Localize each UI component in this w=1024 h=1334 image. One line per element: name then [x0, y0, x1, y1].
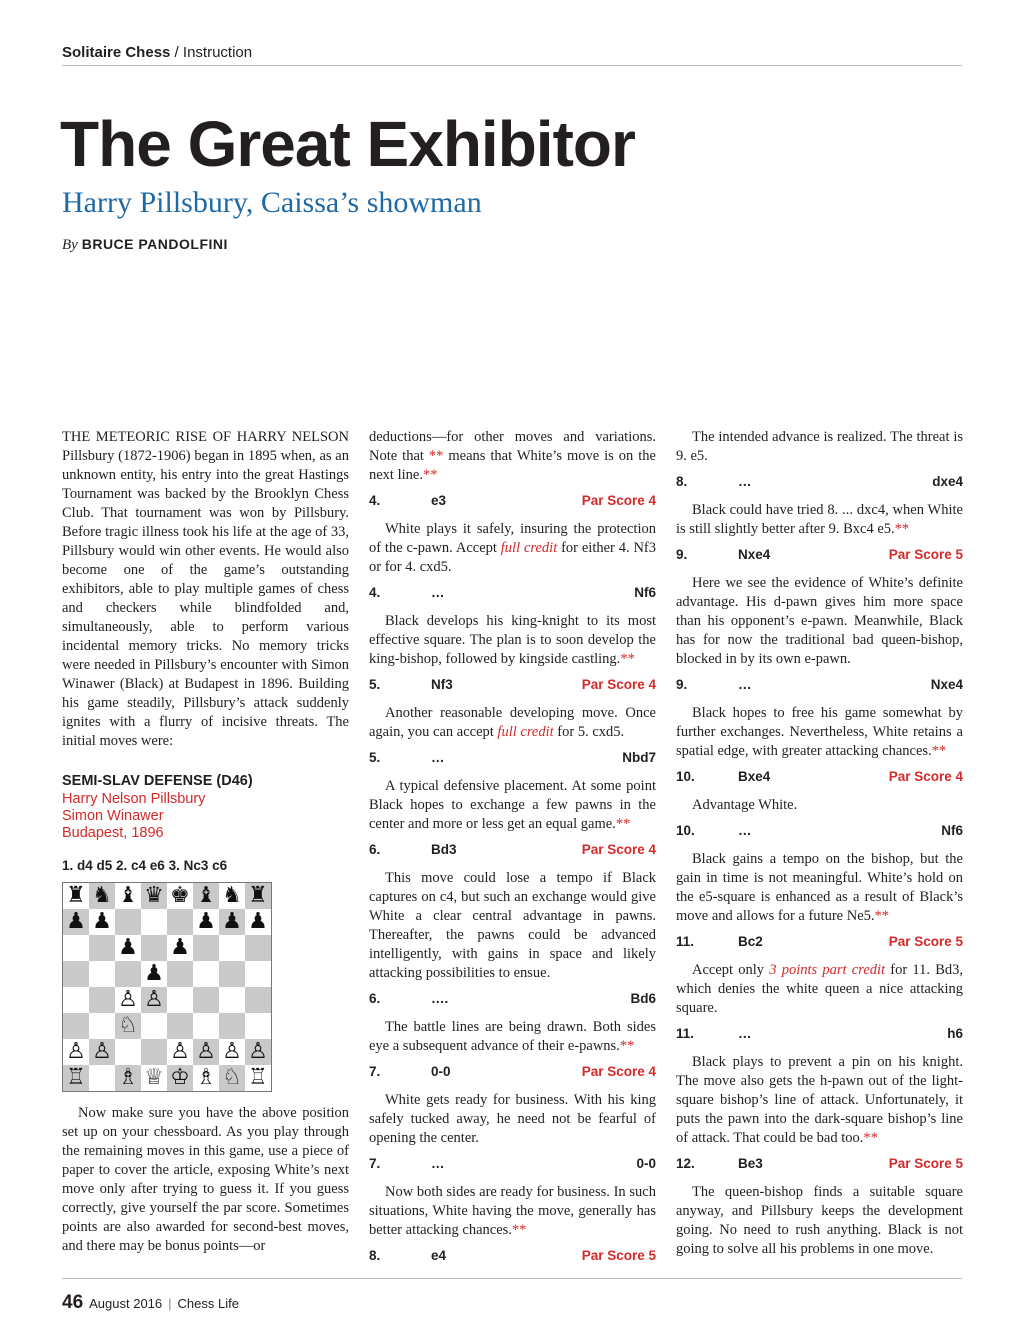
header-slash: / [170, 44, 183, 61]
chess-square [63, 961, 89, 987]
category-name: Instruction [182, 44, 253, 61]
chess-piece-square: ♟ [141, 961, 167, 987]
chess-square [245, 1013, 271, 1039]
chess-piece-square: ♝ [115, 883, 141, 909]
chess-square [89, 961, 115, 987]
chess-piece-square: ♖ [245, 1065, 271, 1091]
paragraph: The battle lines are being drawn. Both sides eye a subsequent advance of their e-pawns.** [369, 1019, 656, 1054]
chess-square [89, 987, 115, 1013]
chess-square [193, 987, 219, 1013]
chess-square [219, 935, 245, 961]
chess-square [245, 987, 271, 1013]
chess-square [219, 1013, 245, 1039]
chess-piece-square: ♙ [167, 1039, 193, 1065]
chess-piece-square: ♟ [219, 909, 245, 935]
chess-square [167, 1013, 193, 1039]
chess-square [193, 961, 219, 987]
move-row: 8. e4 Par Score 5 [369, 1248, 656, 1263]
move-row: 7. 0-0 Par Score 4 [369, 1064, 656, 1079]
magazine-name: Chess Life [177, 1296, 239, 1311]
black-player: Simon Winawer [62, 808, 164, 824]
chess-piece-square: ♟ [89, 909, 115, 935]
chess-square [141, 1013, 167, 1039]
page-number: 46 [62, 1292, 84, 1313]
chess-piece-square: ♙ [63, 1039, 89, 1065]
chess-piece-square: ♛ [141, 883, 167, 909]
move-row: 5. … Nbd7 [369, 750, 656, 765]
paragraph: deductions—for other moves and variations. Note that ** means that White’s move is on the next line.** [369, 429, 656, 483]
chess-square [219, 987, 245, 1013]
chess-piece-square: ♚ [167, 883, 193, 909]
move-row: 4. … Nf6 [369, 585, 656, 600]
chess-square [141, 909, 167, 935]
initial-moves: 1. d4 d5 2. c4 e6 3. Nc3 c6 [62, 858, 228, 873]
game-header [62, 773, 349, 842]
chess-square [63, 935, 89, 961]
chess-square [167, 961, 193, 987]
chess-piece-square: ♙ [245, 1039, 271, 1065]
chess-piece-square: ♟ [167, 935, 193, 961]
chess-piece-square: ♜ [63, 883, 89, 909]
running-header [62, 44, 962, 66]
paragraph: Here we see the evidence of White’s definite advantage. His d-pawn gives him more space than his opponent’s e-pawn. Meanwhile, Black has for now the traditional bad queen-bishop, blocked in by its own e-pawn. [676, 575, 963, 667]
chess-piece-square: ♕ [141, 1065, 167, 1091]
move-row: 11. Bc2 Par Score 5 [676, 934, 963, 949]
move-row: 9. … Nxe4 [676, 677, 963, 692]
chess-square [115, 1039, 141, 1065]
chess-square [167, 987, 193, 1013]
chess-piece-square: ♙ [141, 987, 167, 1013]
chess-square [141, 1039, 167, 1065]
footer-separator: | [168, 1296, 172, 1311]
paragraph: Advantage White. [692, 797, 798, 813]
chess-diagram [62, 882, 272, 1092]
paragraph: Another reasonable developing move. Once again, you can accept full credit for 5. cxd5. [369, 705, 656, 740]
paragraph: Black gains a tempo on the bishop, but the gain in time is not meaningful. White’s hold on the e5-square is enhanced as a result of Black’s move and allows for a future Ne5.** [676, 851, 963, 924]
chess-piece-square: ♗ [193, 1065, 219, 1091]
paragraph: Now both sides are ready for business. In such situations, White having the move, generally has better attacking chances.** [369, 1184, 656, 1238]
chess-piece-square: ♙ [89, 1039, 115, 1065]
intro-paragraph: THE METEORIC RISE OF HARRY NELSON Pillsbury (1872-1906) began in 1895 when, as an unknown entity, his entry into the great Hastings Tournament was backed by the Brooklyn Chess Club. That tournament was won by Pillsbury. Before tragic illness took his life at the age of 33, Pillsbury would win other events. He would also become one of the game’s outstanding exhibitors, able to play multiple games of chess and checkers while blindfolded and, simultaneously, able to perform various incidental memory tricks. No memory tricks were needed in Pillsbury’s encounter with Simon Winawer (Black) at Budapest in 1896. Building his game steadily, Pillsbury’s attack suddenly ignites with a flurry of incisive threats. The initial moves were: [62, 429, 349, 749]
chess-square [193, 1013, 219, 1039]
paragraph: The queen-bishop finds a suitable square anyway, and Pillsbury keeps the development going. No need to rush anything. Black is not going to solve all his problems in one move. [676, 1184, 963, 1257]
chess-piece-square: ♙ [219, 1039, 245, 1065]
move-row: 4. e3 Par Score 4 [369, 493, 656, 508]
move-row: 10. Bxe4 Par Score 4 [676, 769, 963, 784]
paragraph: The intended advance is realized. The threat is 9. e5. [676, 429, 963, 464]
chess-piece-square: ♙ [193, 1039, 219, 1065]
move-row: 8. … dxe4 [676, 474, 963, 489]
chess-square [141, 935, 167, 961]
instructions-paragraph: Now make sure you have the above position set up on your chessboard. As you play through the remaining moves in this game, use a piece of paper to cover the article, exposing White’s next move only after trying to guess it. If you guess correctly, give yourself the par score. Sometimes points are also awarded for second-best moves, and there may be bonus points—or [62, 1105, 349, 1254]
game-place: Budapest, 1896 [62, 825, 164, 841]
paragraph: This move could lose a tempo if Black captures on c4, but such an exchange would give White a clear central advantage in pawns. Thereafter, the pawns could be advanced intelligently, with gains in space and likely attacking possibilities to ensue. [369, 870, 656, 981]
chess-square [63, 987, 89, 1013]
chess-square [89, 1013, 115, 1039]
chess-square [89, 935, 115, 961]
article-subtitle: Harry Pillsbury, Caissa’s showman [62, 186, 482, 219]
chess-square [219, 961, 245, 987]
chess-piece-square: ♞ [219, 883, 245, 909]
article-title: The Great Exhibitor [60, 108, 635, 180]
chess-piece-square: ♖ [63, 1065, 89, 1091]
chess-square [167, 909, 193, 935]
paragraph: Black develops his king-knight to its most effective square. The plan is to soon develop the king-bishop, followed by kingside castling.** [369, 613, 656, 667]
byline [62, 236, 228, 254]
footer-rule [62, 1278, 962, 1279]
chess-piece-square: ♟ [193, 909, 219, 935]
chess-piece-square: ♔ [167, 1065, 193, 1091]
chess-piece-square: ♘ [115, 1013, 141, 1039]
instructions-block [62, 1104, 349, 1264]
chess-piece-square: ♟ [245, 909, 271, 935]
column-2 [369, 428, 656, 1275]
move-row: 12. Be3 Par Score 5 [676, 1156, 963, 1171]
author-name: BRUCE PANDOLFINI [81, 236, 228, 252]
byline-by: By [62, 237, 78, 253]
chess-piece-square: ♘ [219, 1065, 245, 1091]
chess-square [245, 961, 271, 987]
chess-piece-square: ♞ [89, 883, 115, 909]
chess-square [115, 909, 141, 935]
paragraph: Black hopes to free his game somewhat by further exchanges. Nevertheless, White retains a spatial edge, with greater attacking chances.** [676, 705, 963, 759]
column-3 [676, 428, 963, 1267]
chess-piece-square: ♟ [63, 909, 89, 935]
move-row: 10. … Nf6 [676, 823, 963, 838]
chess-piece-square: ♗ [115, 1065, 141, 1091]
chess-square [89, 1065, 115, 1091]
chess-piece-square: ♝ [193, 883, 219, 909]
chess-square [193, 935, 219, 961]
paragraph: Accept only 3 points part credit for 11. Bd3, which denies the white queen a nice attacking square. [676, 962, 963, 1016]
paragraph: White plays it safely, insuring the protection of the c-pawn. Accept full credit for either 4. Nf3 or for 4. cxd5. [369, 521, 656, 575]
move-row: 11. … h6 [676, 1026, 963, 1041]
chess-piece-square: ♙ [115, 987, 141, 1013]
section-name: Solitaire Chess [62, 44, 171, 61]
chess-square [245, 935, 271, 961]
issue-date: August 2016 [89, 1296, 163, 1311]
column-1 [62, 428, 349, 873]
page-footer [62, 1292, 239, 1314]
move-row: 5. Nf3 Par Score 4 [369, 677, 656, 692]
chess-piece-square: ♜ [245, 883, 271, 909]
chess-square [63, 1013, 89, 1039]
opening-name: SEMI-SLAV DEFENSE (D46) [62, 773, 253, 789]
paragraph: Black could have tried 8. ... dxc4, when White is still slightly better after 9. Bxc4 e5.** [676, 502, 963, 537]
paragraph: Black plays to prevent a pin on his knight. The move also gets the h-pawn out of the light-square bishop’s line of attack. Unfortunately, it puts the pawn into the dark-square bishop’s line of attack. That could be bad too.** [676, 1054, 963, 1146]
white-player: Harry Nelson Pillsbury [62, 791, 206, 807]
move-row: 7. … 0-0 [369, 1156, 656, 1171]
chess-square [115, 961, 141, 987]
move-row: 9. Nxe4 Par Score 5 [676, 547, 963, 562]
move-row: 6. Bd3 Par Score 4 [369, 842, 656, 857]
paragraph: White gets ready for business. With his king safely tucked away, he need not be fearful of opening the center. [369, 1092, 656, 1146]
chess-piece-square: ♟ [115, 935, 141, 961]
paragraph: A typical defensive placement. At some point Black hopes to exchange a few pawns in the center and more or less get an equal game.** [369, 778, 656, 832]
move-row: 6. …. Bd6 [369, 991, 656, 1006]
